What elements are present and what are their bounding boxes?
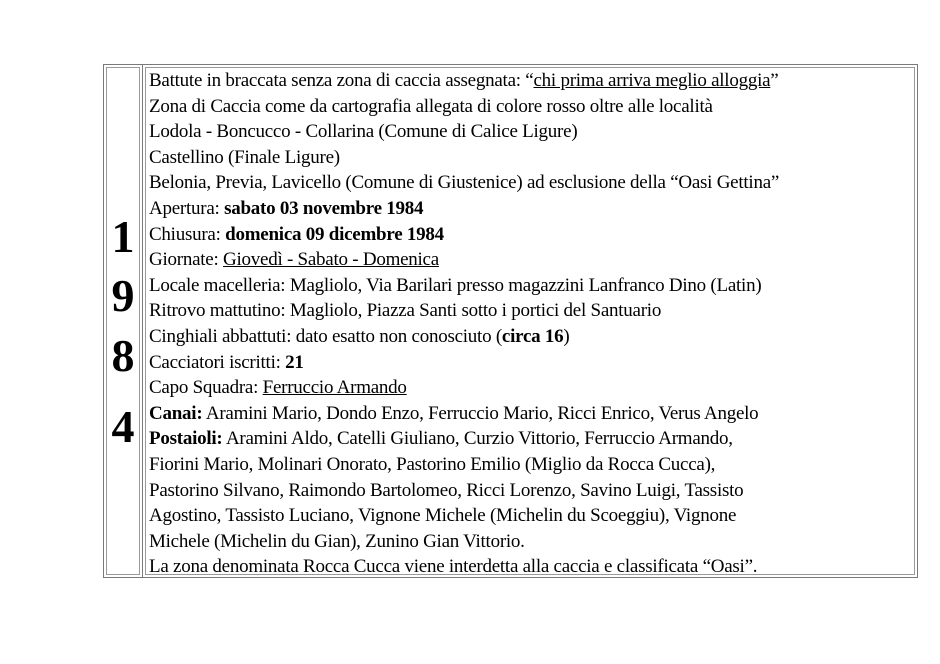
closing-label: Chiusura: xyxy=(149,223,226,245)
dog-handlers-names: Aramini Mario, Dondo Enzo, Ferruccio Mario, Ricci Enrico, Verus Angelo xyxy=(202,402,759,424)
hunters-line xyxy=(149,350,914,376)
days-label: Giornate: xyxy=(149,249,224,271)
locality-finale-line: Castellino (Finale Ligure) xyxy=(149,146,340,168)
boars-line xyxy=(149,324,914,350)
season-table xyxy=(103,64,918,578)
days-line xyxy=(149,247,914,273)
leader-line xyxy=(149,375,914,401)
locality-giustenice-line: Belonia, Previa, Lavicello (Comune di Giustenice) ad esclusione della “Oasi Gettina” xyxy=(149,172,780,194)
closing-line xyxy=(149,222,914,248)
year-digit-2: 9 xyxy=(111,270,135,321)
posts-line-5: Michele (Michelin du Gian), Zunino Gian Vittorio. xyxy=(149,530,525,552)
opening-label: Apertura: xyxy=(149,197,225,219)
details-cell-inner xyxy=(145,67,915,578)
year-digit-4: 4 xyxy=(111,401,135,452)
butcher-line: Locale macelleria: Magliolo, Via Barilari presso magazzini Lanfranco Dino (Latin) xyxy=(149,274,762,296)
year-cell-inner xyxy=(106,67,140,575)
opening-date: sabato 03 novembre 1984 xyxy=(224,197,424,219)
hunting-mode-text: Battute in braccata senza zona di caccia assegnata: “ xyxy=(149,70,534,91)
hunters-count: 21 xyxy=(285,351,304,373)
year-cell xyxy=(104,65,143,577)
closing-date: domenica 09 dicembre 1984 xyxy=(225,223,444,245)
year-digit-1: 1 xyxy=(111,211,135,262)
oasis-note-line: La zona denominata Rocca Cucca viene interdetta alla caccia e classificata “Oasi”. xyxy=(149,556,758,578)
hunting-mode-close-quote: ” xyxy=(770,70,779,91)
boars-close: ) xyxy=(563,325,570,347)
posts-line-2: Fiorini Mario, Molinari Onorato, Pastorino Emilio (Miglio da Rocca Cucca), xyxy=(149,453,716,475)
posts-line-4: Agostino, Tassisto Luciano, Vignone Michele (Michelin du Scoeggiu), Vignone xyxy=(149,505,737,527)
year-digit-3: 8 xyxy=(111,330,135,381)
details-cell xyxy=(143,65,917,577)
opening-line xyxy=(149,196,914,222)
leader-name: Ferruccio Armando xyxy=(262,377,407,399)
boars-count: circa 16 xyxy=(501,325,564,347)
dog-handlers-label: Canai: xyxy=(149,402,203,424)
posts-names-1: Aramini Aldo, Catelli Giuliano, Curzio Vittorio, Ferruccio Armando, xyxy=(222,428,733,450)
meeting-line: Ritrovo mattutino: Magliolo, Piazza Santi sotto i portici del Santuario xyxy=(149,300,662,322)
boars-label: Cinghiali abbattuti: dato esatto non conosciuto ( xyxy=(149,325,502,347)
posts-label: Postaioli: xyxy=(149,428,223,450)
leader-label: Capo Squadra: xyxy=(149,377,263,399)
hunting-mode-line xyxy=(149,68,914,94)
locality-calice-line: Lodola - Boncucco - Collarina (Comune di Calice Ligure) xyxy=(149,121,578,143)
zone-line: Zona di Caccia come da cartografia allegata di colore rosso oltre alle località xyxy=(149,95,713,117)
dog-handlers-line xyxy=(149,401,914,427)
hunters-label: Cacciatori iscritti: xyxy=(149,351,286,373)
posts-line-3: Pastorino Silvano, Raimondo Bartolomeo, Ricci Lorenzo, Savino Luigi, Tassisto xyxy=(149,479,744,501)
posts-line-1 xyxy=(149,426,914,452)
days-value: Giovedì - Sabato - Domenica xyxy=(223,249,439,271)
hunting-mode-quote: chi prima arriva meglio alloggia xyxy=(533,70,771,91)
